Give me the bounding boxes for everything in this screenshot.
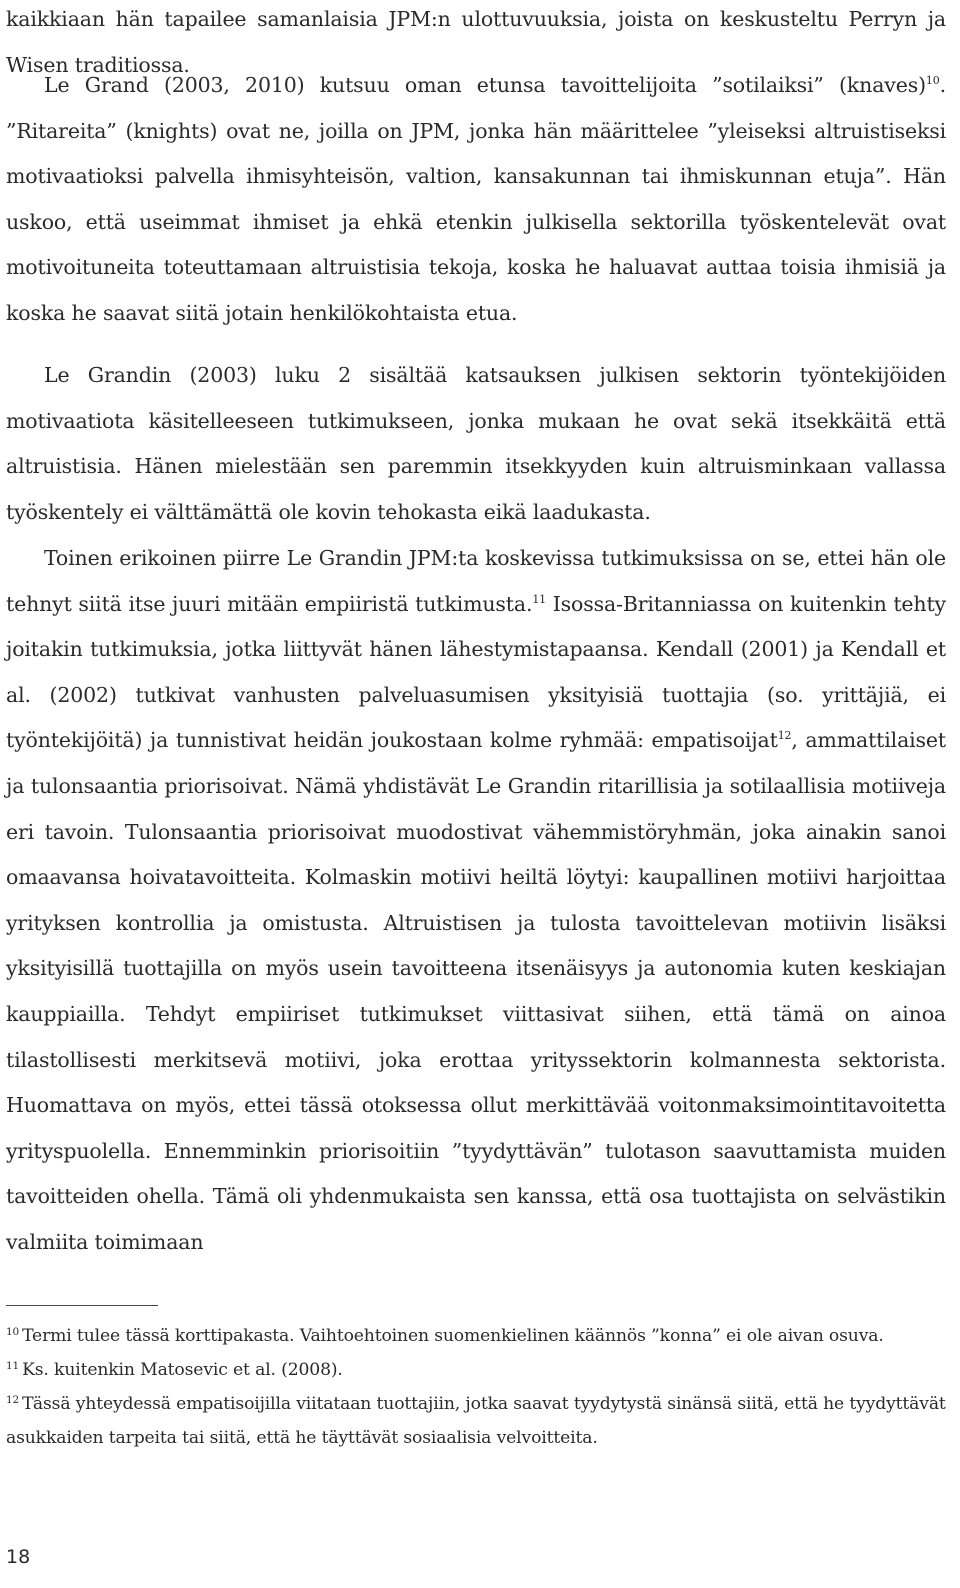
footnote-10 xyxy=(6,1320,946,1354)
page-number: 18 xyxy=(6,1546,31,1568)
footnote-12 xyxy=(6,1388,946,1454)
paragraph-4-text-c: , ammattilaiset ja tulonsaantia priorisoivat. Nämä yhdistävät Le Grandin ritarillisia ja sotilaallisia motiiveja eri tavoin. Tulonsaantia priorisoivat muodostivat vähemmistöryhmän, joka ainakin sanoi omaavansa hoivatavoitteita. Kolmaskin motiivi heiltä löytyi: kaupallinen motiivi harjoittaa yrityksen kontrollia ja omistusta. Altruistisen ja tulosta tavoittelevan motiivin lisäksi yksityisillä tuottajilla on myös usein tavoitteena itsenäisyys ja autonomia kuten keskiajan kauppiailla. Tehdyt empiiriset tutkimukset viittasivat siihen, että tämä on ainoa tilastollisesti merkitsevä motiivi, joka erottaa yrityssektorin kolmannesta sektorista. Huomattava on myös, ettei tässä otoksessa ollut merkittävää voitonmaksimointitavoitetta yrityspuolella. Ennemminkin priorisoitiin ”tyydyttävän” tulotason saavuttamista muiden tavoitteiden ohella. Tämä oli yhdenmukaista sen kanssa, että osa tuottajista on selvästikin valmiita toimimaan xyxy=(6,728,946,1254)
footnote-ref-11[interactable]: 11 xyxy=(532,592,547,606)
paragraph-3-text: Le Grandin (2003) luku 2 sisältää katsauksen julkisen sektorin työntekijöiden motivaatiota käsitelleeseen tutkimukseen, jonka mukaan he ovat sekä itsekkäitä että altruistisia. Hänen mielestään sen paremmin itsekkyyden kuin altruisminkaan vallassa työskentely ei välttämättä ole kovin tehokasta eikä laadukasta. xyxy=(6,363,946,524)
footnote-number: 11 xyxy=(6,1360,20,1372)
footnote-text: Ks. kuitenkin Matosevic et al. (2008). xyxy=(22,1360,343,1380)
paragraph-1-text: kaikkiaan hän tapailee samanlaisia JPM:n ulottuvuuksia, joista on keskusteltu Perryn ja Wisen traditiossa. xyxy=(6,7,946,77)
paragraph-3 xyxy=(6,353,946,535)
footnote-ref-12[interactable]: 12 xyxy=(777,729,792,743)
footnote-divider xyxy=(6,1305,158,1306)
footnote-number: 10 xyxy=(6,1326,20,1338)
paragraph-4 xyxy=(6,536,946,1266)
paragraph-2-text-a: Le Grand (2003, 2010) kutsuu oman etunsa tavoittelijoita ”sotilaiksi” (knaves) xyxy=(44,73,926,97)
paragraph-2-text-b: . ”Ritareita” (knights) ovat ne, joilla on JPM, jonka hän määrittelee ”yleiseksi altruistiseksi motivaatioksi palvella ihmisyhteisön, valtion, kansakunnan tai ihmiskunnan etuja”. Hän uskoo, että useimmat ihmiset ja ehkä etenkin julkisella sektorilla työskentelevät ovat motivoituneita toteuttamaan altruistisia tekoja, koska he haluavat auttaa toisia ihmisiä ja koska he saavat siitä jotain henkilökohtaista etua. xyxy=(6,73,946,325)
footnote-number: 12 xyxy=(6,1394,20,1406)
footnote-11 xyxy=(6,1354,946,1388)
footnote-text: Tässä yhteydessä empatisoijilla viitataan tuottajiin, jotka saavat tyydytystä sinänsä siitä, että he tyydyttävät asukkaiden tarpeita tai siitä, että he täyttävät sosiaalisia velvoitteita. xyxy=(6,1394,946,1448)
paragraph-2 xyxy=(6,63,946,337)
footnote-text: Termi tulee tässä korttipakasta. Vaihtoehtoinen suomenkielinen käännös ”konna” ei ole aivan osuva. xyxy=(22,1326,884,1346)
footnotes xyxy=(6,1320,946,1454)
paragraph-4-text-a: Toinen erikoinen piirre Le Grandin JPM:ta koskevissa tutkimuksissa on se, ettei hän ole tehnyt siitä itse juuri mitään empiiristä tutkimusta. xyxy=(6,546,946,616)
footnote-ref-10[interactable]: 10 xyxy=(925,74,940,87)
paragraph-4-text-b: Isossa-Britanniassa on kuitenkin tehty joitakin tutkimuksia, jotka liittyvät hänen lähestymistapaansa. Kendall (2001) ja Kendall et al. (2002) tutkivat vanhusten palveluasumisen yksityisiä tuottajia (so. yrittäjiä, ei työntekijöitä) ja tunnistivat heidän joukostaan kolme ryhmää: empatisoijat xyxy=(6,591,946,753)
